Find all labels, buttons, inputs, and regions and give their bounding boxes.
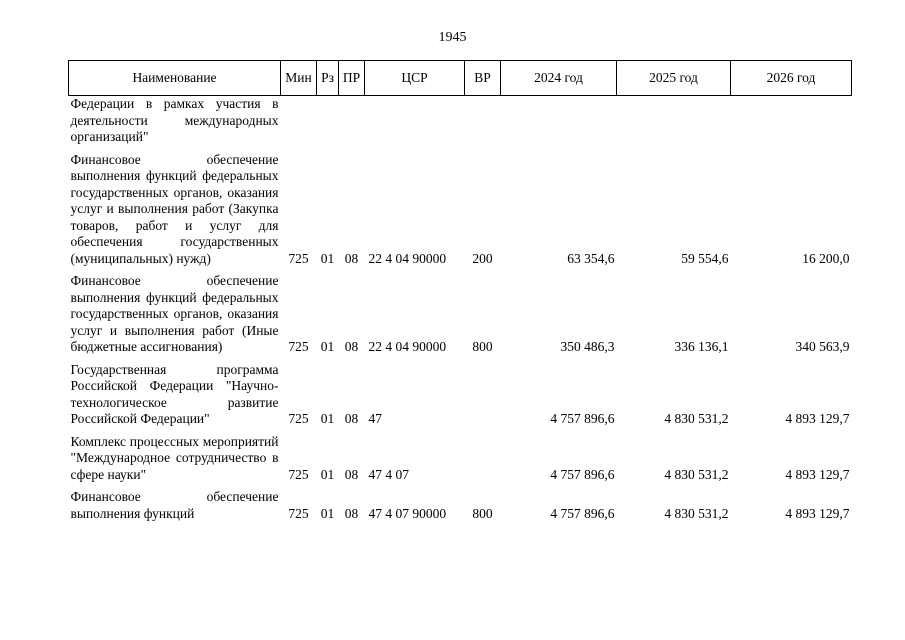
row-rz: 01 [320,505,335,521]
row-min: 725 [288,250,309,266]
row-2024 [501,96,617,152]
row-name: Государственная программа Российской Федерации "Научно-технологическое развитие Российской Федерации" [70,361,279,426]
row-vr [465,362,501,434]
row-2025: 4 830 531,2 [664,411,729,426]
header-2025: 2025 год [617,61,731,96]
row-name: Комплекс процессных мероприятий "Международное сотрудничество в сфере науки" [70,433,279,482]
header-pr: ПР [339,61,365,96]
row-2026: 4 893 129,7 [785,411,850,426]
row-name: Финансовое обеспечение выполнения функций федеральных государственных органов, оказания услуг и выполнения работ (Иные бюджетные ассигнования) [70,273,279,354]
row-pr: 08 [344,466,359,482]
row-2024: 4 757 896,6 [550,411,615,426]
row-rz: 01 [320,250,335,266]
row-vr: 800 [472,339,493,354]
row-vr [465,96,501,152]
row-vr: 800 [472,505,493,521]
row-min: 725 [288,466,309,482]
page-number: 1945 [438,30,467,45]
row-csr: 22 4 04 90000 [368,339,447,354]
row-2024: 63 354,6 [567,250,615,266]
row-csr: 47 4 07 [368,466,409,482]
row-2026 [731,96,852,152]
row-2025: 4 830 531,2 [664,466,729,482]
row-csr: 22 4 04 90000 [368,250,447,266]
header-min: Мин [281,61,317,96]
table-header [69,61,852,96]
row-2025: 336 136,1 [674,339,729,354]
row-min: 725 [288,339,309,354]
row-min: 725 [288,411,309,426]
header-2024: 2024 год [501,61,617,96]
row-2025: 4 830 531,2 [664,505,729,521]
row-rz: 01 [320,466,335,482]
row-2024: 4 757 896,6 [550,466,615,482]
row-2026: 16 200,0 [802,250,850,266]
header-rz: Рз [317,61,339,96]
row-pr: 08 [344,250,359,266]
header-csr: ЦСР [365,61,465,96]
table-body [69,96,852,529]
budget-table [68,60,852,528]
row-min [281,96,317,152]
row-rz: 01 [320,411,335,426]
row-name: Финансовое обеспечение выполнения функций федеральных государственных органов, оказания услуг и выполнения работ (Закупка товаров, работ и услуг для обеспечения государственных (муниципальных) нужд) [70,151,279,266]
table-row [69,96,852,152]
row-vr [465,434,501,490]
table-row [69,273,852,362]
header-2026: 2026 год [731,61,852,96]
row-pr: 08 [344,339,359,354]
table-row [69,489,852,528]
row-csr: 47 [368,411,382,426]
row-2024: 4 757 896,6 [550,505,615,521]
table-row [69,362,852,434]
row-vr: 200 [472,250,493,266]
header-name: Наименование [69,61,281,96]
row-name: Федерации в рамках участия в деятельности международных организаций" [70,96,279,144]
row-2025: 59 554,6 [681,250,729,266]
row-pr: 08 [344,411,359,426]
row-2024: 350 486,3 [560,339,615,354]
row-csr [365,96,465,152]
table-row [69,434,852,490]
header-vr: ВР [465,61,501,96]
row-min: 725 [288,505,309,521]
row-pr [339,96,365,152]
row-2026: 4 893 129,7 [785,505,850,521]
row-rz: 01 [320,339,335,354]
row-pr: 08 [344,505,359,521]
row-2026: 4 893 129,7 [785,466,850,482]
table-row [69,152,852,274]
table-header-row [69,61,852,96]
row-2026: 340 563,9 [795,339,850,354]
row-csr: 47 4 07 90000 [368,505,447,521]
row-name: Финансовое обеспечение выполнения функций [70,489,279,521]
row-rz [317,96,339,152]
row-2025 [617,96,731,152]
